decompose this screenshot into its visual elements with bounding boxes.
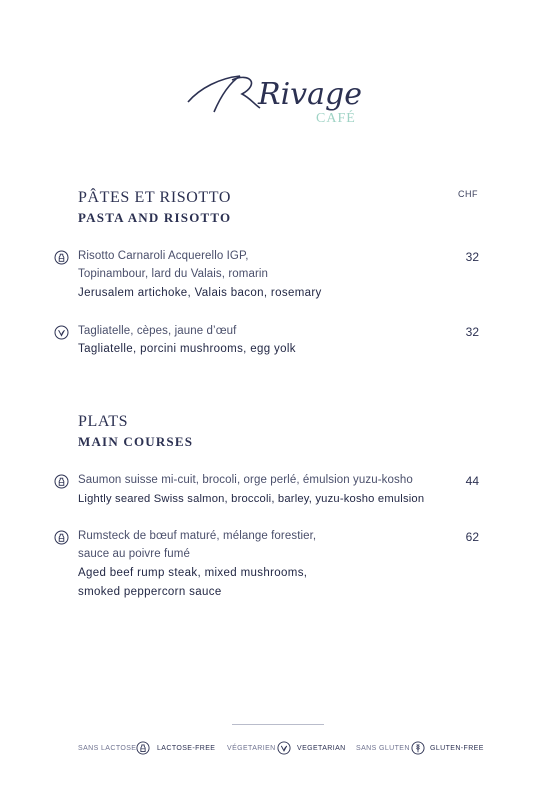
item-name-fr: Risotto Carnaroli Acquerello IGP, [78,250,249,262]
lactose-free-icon [54,530,69,545]
item-price: 62 [465,530,479,544]
item-name-fr: Tagliatelle, cèpes, jaune d’œuf [78,325,237,337]
legend-label-fr: SANS GLUTEN [356,745,410,752]
item-price: 32 [465,325,479,339]
section-title-fr: PLATS [78,413,129,430]
section-title-en: MAIN COURSES [78,434,194,449]
gluten-free-icon [411,741,425,755]
logo-cafe: CAFÉ [316,111,356,126]
logo-wordmark: Rivage [258,77,362,112]
legend-label-fr: SANS LACTOSE [78,745,137,752]
section-title-fr: PÂTES ET RISOTTO [78,189,232,206]
legend-label-en: VEGETARIAN [297,745,346,752]
vegetarian-icon [277,741,291,755]
item-name-en: Aged beef rump steak, mixed mushrooms, [78,567,308,579]
item-price: 44 [465,474,479,488]
legend-lactose-free [78,741,218,757]
legend-label-en: GLUTEN-FREE [430,745,484,752]
item-name-fr: Rumsteck de bœuf maturé, mélange forestier, [78,530,317,542]
item-name-fr: Saumon suisse mi-cuit, brocoli, orge perlé, émulsion yuzu-kosho [78,474,413,486]
lactose-free-icon [136,741,150,755]
item-name-en: Lightly seared Swiss salmon, broccoli, barley, yuzu-kosho emulsion [78,493,425,505]
item-name-fr: sauce au poivre fumé [78,548,190,560]
item-price: 32 [465,250,479,264]
vegetarian-icon [54,325,69,340]
legend-label-en: LACTOSE-FREE [157,745,216,752]
lactose-free-icon [54,250,69,265]
legend-vegetarian [227,741,357,757]
rivage-cafe-logo [180,58,380,128]
legend-label-fr: VÉGETARIEN [227,745,276,752]
item-name-en: Tagliatelle, porcini mushrooms, egg yolk [78,343,296,355]
legend-gluten-free [356,741,484,757]
item-name-fr: Topinambour, lard du Valais, romarin [78,268,269,280]
footer-divider [232,724,324,725]
item-name-en: Jerusalem artichoke, Valais bacon, rosemary [78,287,322,299]
lactose-free-icon [54,474,69,489]
section-title-en: PASTA AND RISOTTO [78,210,232,225]
currency-label: CHF [458,189,478,199]
item-name-en: smoked peppercorn sauce [78,586,222,598]
